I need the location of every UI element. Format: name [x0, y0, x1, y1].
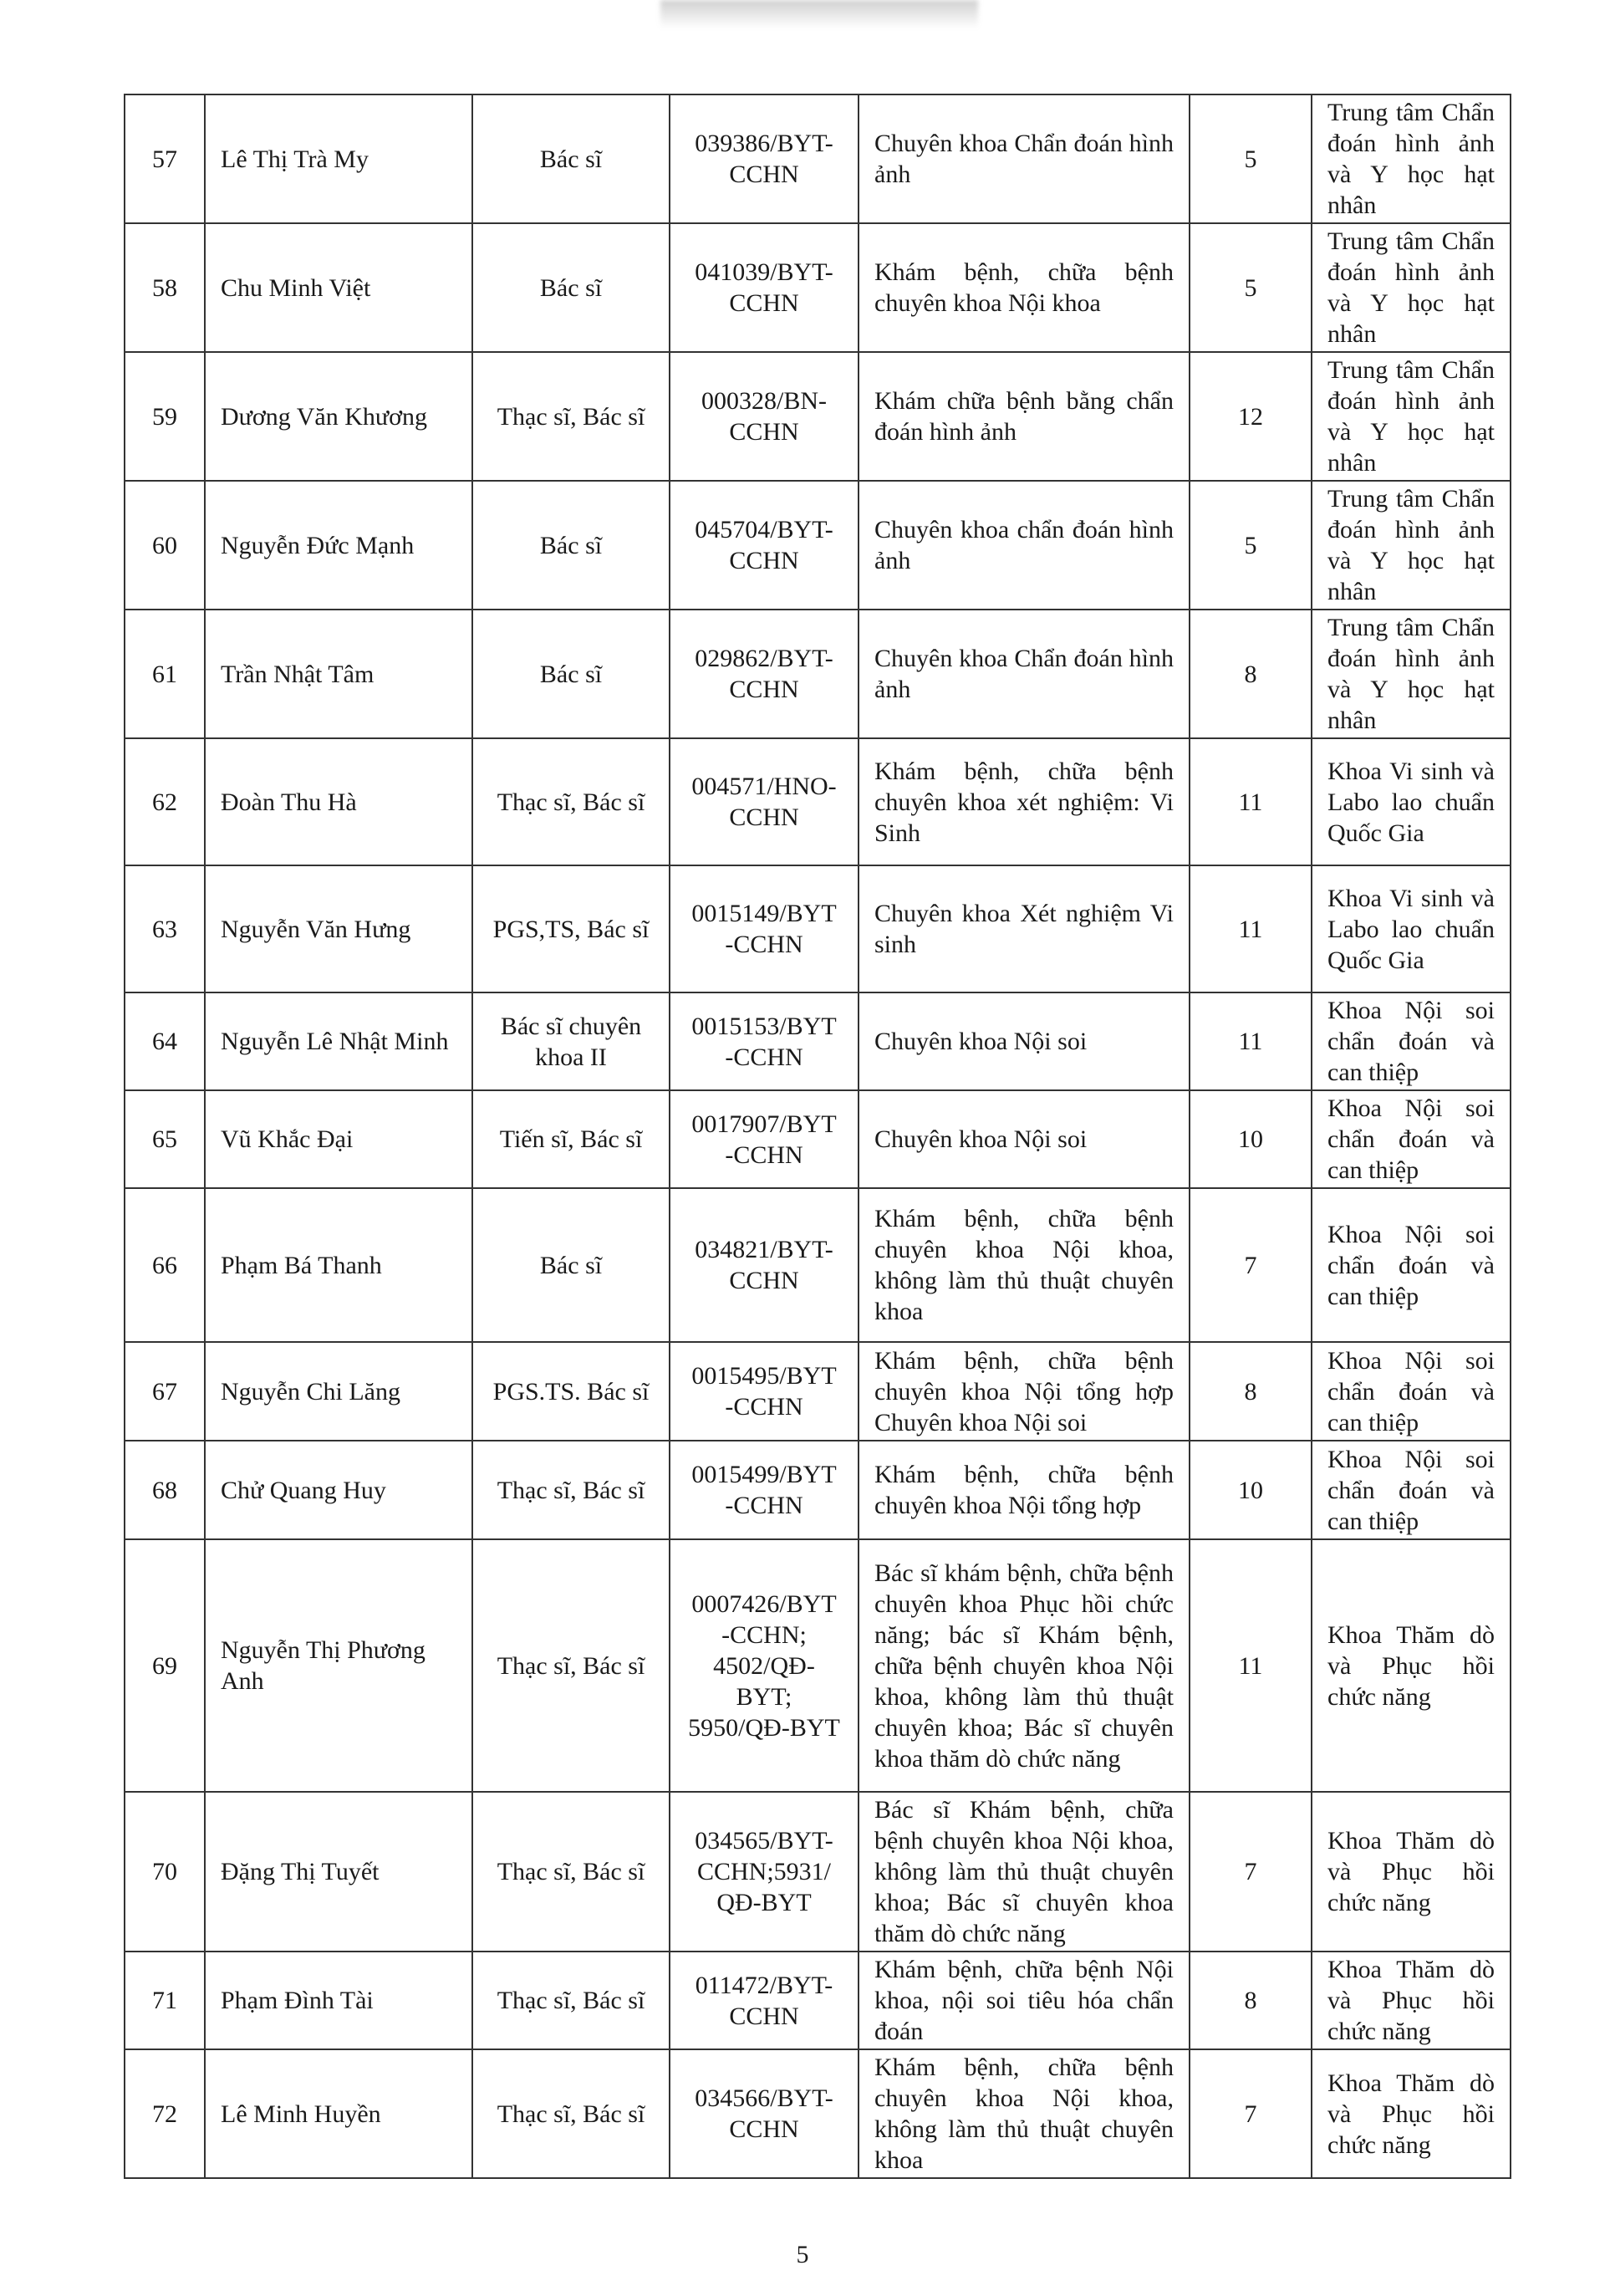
certificate-number: 034566/BYT-CCHN [670, 2049, 859, 2178]
practice-scope: Khám bệnh, chữa bệnh chuyên khoa Nội tổng hợp Chuyên khoa Nội soi [859, 1342, 1190, 1441]
staff-title: Bác sĩ [472, 610, 670, 738]
years-of-experience: 5 [1190, 94, 1312, 223]
practice-scope: Khám chữa bệnh bằng chẩn đoán hình ảnh [859, 352, 1190, 481]
certificate-number: 045704/BYT-CCHN [670, 481, 859, 610]
table-row [125, 1792, 1511, 1952]
department: Khoa Thăm dò và Phục hồi chức năng [1312, 2049, 1511, 2178]
department: Khoa Thăm dò và Phục hồi chức năng [1312, 1539, 1511, 1792]
years-of-experience: 11 [1190, 738, 1312, 865]
staff-name: Nguyễn Đức Mạnh [205, 481, 472, 610]
row-number: 71 [125, 1952, 205, 2049]
years-of-experience: 11 [1190, 1539, 1312, 1792]
staff-name: Đặng Thị Tuyết [205, 1792, 472, 1952]
years-of-experience: 11 [1190, 992, 1312, 1090]
row-number: 65 [125, 1090, 205, 1188]
row-number: 70 [125, 1792, 205, 1952]
years-of-experience: 5 [1190, 223, 1312, 352]
practice-scope: Chuyên khoa Chẩn đoán hình ảnh [859, 610, 1190, 738]
staff-name: Vũ Khắc Đại [205, 1090, 472, 1188]
staff-name: Đoàn Thu Hà [205, 738, 472, 865]
row-number: 59 [125, 352, 205, 481]
practice-scope: Khám bệnh, chữa bệnh chuyên khoa Nội khoa, không làm thủ thuật chuyên khoa [859, 1188, 1190, 1342]
table-row [125, 1342, 1511, 1441]
staff-name: Phạm Bá Thanh [205, 1188, 472, 1342]
staff-title: Bác sĩ [472, 223, 670, 352]
years-of-experience: 5 [1190, 481, 1312, 610]
department: Khoa Nội soi chẩn đoán và can thiệp [1312, 1441, 1511, 1539]
row-number: 57 [125, 94, 205, 223]
department: Khoa Thăm dò và Phục hồi chức năng [1312, 1792, 1511, 1952]
staff-title: Bác sĩ [472, 481, 670, 610]
department: Khoa Nội soi chẩn đoán và can thiệp [1312, 1090, 1511, 1188]
certificate-number: 0015149/BYT -CCHN [670, 865, 859, 992]
department: Khoa Thăm dò và Phục hồi chức năng [1312, 1952, 1511, 2049]
table-row [125, 1539, 1511, 1792]
department: Trung tâm Chẩn đoán hình ảnh và Y học hạt nhân [1312, 610, 1511, 738]
table-row [125, 865, 1511, 992]
practice-scope: Khám bệnh, chữa bệnh chuyên khoa Nội khoa [859, 223, 1190, 352]
staff-title: Bác sĩ [472, 94, 670, 223]
staff-name: Trần Nhật Tâm [205, 610, 472, 738]
table-row [125, 1952, 1511, 2049]
certificate-number: 0015495/BYT -CCHN [670, 1342, 859, 1441]
department: Trung tâm Chẩn đoán hình ảnh và Y học hạt nhân [1312, 352, 1511, 481]
row-number: 72 [125, 2049, 205, 2178]
staff-title: Thạc sĩ, Bác sĩ [472, 1952, 670, 2049]
staff-title: PGS.TS. Bác sĩ [472, 1342, 670, 1441]
department: Khoa Vi sinh và Labo lao chuẩn Quốc Gia [1312, 738, 1511, 865]
table-row [125, 352, 1511, 481]
certificate-number: 041039/BYT-CCHN [670, 223, 859, 352]
staff-table [124, 94, 1511, 2179]
years-of-experience: 8 [1190, 1342, 1312, 1441]
practice-scope: Chuyên khoa chẩn đoán hình ảnh [859, 481, 1190, 610]
row-number: 67 [125, 1342, 205, 1441]
years-of-experience: 12 [1190, 352, 1312, 481]
staff-table-container [124, 94, 1510, 2179]
years-of-experience: 8 [1190, 610, 1312, 738]
row-number: 61 [125, 610, 205, 738]
certificate-number: 029862/BYT-CCHN [670, 610, 859, 738]
practice-scope: Chuyên khoa Xét nghiệm Vi sinh [859, 865, 1190, 992]
staff-name: Nguyễn Lê Nhật Minh [205, 992, 472, 1090]
table-row [125, 992, 1511, 1090]
department: Trung tâm Chẩn đoán hình ảnh và Y học hạt nhân [1312, 481, 1511, 610]
row-number: 62 [125, 738, 205, 865]
staff-title: Thạc sĩ, Bác sĩ [472, 1539, 670, 1792]
practice-scope: Khám bệnh, chữa bệnh chuyên khoa Nội tổng hợp [859, 1441, 1190, 1539]
practice-scope: Chuyên khoa Nội soi [859, 1090, 1190, 1188]
row-number: 58 [125, 223, 205, 352]
practice-scope: Khám bệnh, chữa bệnh Nội khoa, nội soi tiêu hóa chẩn đoán [859, 1952, 1190, 2049]
certificate-number: 0015499/BYT -CCHN [670, 1441, 859, 1539]
staff-name: Lê Minh Huyền [205, 2049, 472, 2178]
staff-title: Bác sĩ chuyên khoa II [472, 992, 670, 1090]
department: Khoa Nội soi chẩn đoán và can thiệp [1312, 1342, 1511, 1441]
staff-name: Nguyễn Văn Hưng [205, 865, 472, 992]
table-row [125, 1090, 1511, 1188]
practice-scope: Khám bệnh, chữa bệnh chuyên khoa xét nghiệm: Vi Sinh [859, 738, 1190, 865]
staff-name: Nguyễn Thị Phương Anh [205, 1539, 472, 1792]
table-row [125, 481, 1511, 610]
certificate-number: 0015153/BYT -CCHN [670, 992, 859, 1090]
staff-name: Lê Thị Trà My [205, 94, 472, 223]
years-of-experience: 8 [1190, 1952, 1312, 2049]
department: Khoa Vi sinh và Labo lao chuẩn Quốc Gia [1312, 865, 1511, 992]
staff-title: Thạc sĩ, Bác sĩ [472, 352, 670, 481]
table-row [125, 1188, 1511, 1342]
certificate-number: 034821/BYT-CCHN [670, 1188, 859, 1342]
department: Trung tâm Chẩn đoán hình ảnh và Y học hạt nhân [1312, 94, 1511, 223]
row-number: 63 [125, 865, 205, 992]
staff-title: Thạc sĩ, Bác sĩ [472, 1441, 670, 1539]
years-of-experience: 10 [1190, 1441, 1312, 1539]
row-number: 64 [125, 992, 205, 1090]
department: Khoa Nội soi chẩn đoán và can thiệp [1312, 1188, 1511, 1342]
practice-scope: Khám bệnh, chữa bệnh chuyên khoa Nội khoa, không làm thủ thuật chuyên khoa [859, 2049, 1190, 2178]
row-number: 69 [125, 1539, 205, 1792]
certificate-number: 0017907/BYT -CCHN [670, 1090, 859, 1188]
staff-name: Nguyễn Chi Lăng [205, 1342, 472, 1441]
staff-table-body [125, 94, 1511, 2178]
practice-scope: Bác sĩ Khám bệnh, chữa bệnh chuyên khoa Nội khoa, không làm thủ thuật chuyên khoa; Bác sĩ chuyên khoa thăm dò chức năng [859, 1792, 1190, 1952]
staff-title: Bác sĩ [472, 1188, 670, 1342]
practice-scope: Bác sĩ khám bệnh, chữa bệnh chuyên khoa Phục hồi chức năng; bác sĩ Khám bệnh, chữa bệnh chuyên khoa Nội khoa, không làm thủ thuật chuyên khoa; Bác sĩ chuyên khoa thăm dò chức năng [859, 1539, 1190, 1792]
years-of-experience: 7 [1190, 1792, 1312, 1952]
certificate-number: 034565/BYT-CCHN;5931/ QĐ-BYT [670, 1792, 859, 1952]
staff-title: Tiến sĩ, Bác sĩ [472, 1090, 670, 1188]
department: Khoa Nội soi chẩn đoán và can thiệp [1312, 992, 1511, 1090]
years-of-experience: 7 [1190, 2049, 1312, 2178]
scan-smudge [660, 0, 978, 28]
staff-name: Dương Văn Khương [205, 352, 472, 481]
table-row [125, 610, 1511, 738]
page-number: 5 [796, 2241, 809, 2268]
table-row [125, 223, 1511, 352]
staff-name: Chử Quang Huy [205, 1441, 472, 1539]
row-number: 66 [125, 1188, 205, 1342]
row-number: 60 [125, 481, 205, 610]
row-number: 68 [125, 1441, 205, 1539]
staff-name: Chu Minh Việt [205, 223, 472, 352]
staff-title: PGS,TS, Bác sĩ [472, 865, 670, 992]
practice-scope: Chuyên khoa Nội soi [859, 992, 1190, 1090]
years-of-experience: 7 [1190, 1188, 1312, 1342]
years-of-experience: 11 [1190, 865, 1312, 992]
department: Trung tâm Chẩn đoán hình ảnh và Y học hạt nhân [1312, 223, 1511, 352]
staff-name: Phạm Đình Tài [205, 1952, 472, 2049]
years-of-experience: 10 [1190, 1090, 1312, 1188]
certificate-number: 004571/HNO-CCHN [670, 738, 859, 865]
staff-title: Thạc sĩ, Bác sĩ [472, 738, 670, 865]
certificate-number: 000328/BN-CCHN [670, 352, 859, 481]
certificate-number: 0007426/BYT -CCHN; 4502/QĐ-BYT; 5950/QĐ-BYT [670, 1539, 859, 1792]
practice-scope: Chuyên khoa Chẩn đoán hình ảnh [859, 94, 1190, 223]
certificate-number: 039386/BYT-CCHN [670, 94, 859, 223]
table-row [125, 2049, 1511, 2178]
table-row [125, 738, 1511, 865]
table-row [125, 94, 1511, 223]
staff-title: Thạc sĩ, Bác sĩ [472, 1792, 670, 1952]
certificate-number: 011472/BYT-CCHN [670, 1952, 859, 2049]
table-row [125, 1441, 1511, 1539]
staff-title: Thạc sĩ, Bác sĩ [472, 2049, 670, 2178]
